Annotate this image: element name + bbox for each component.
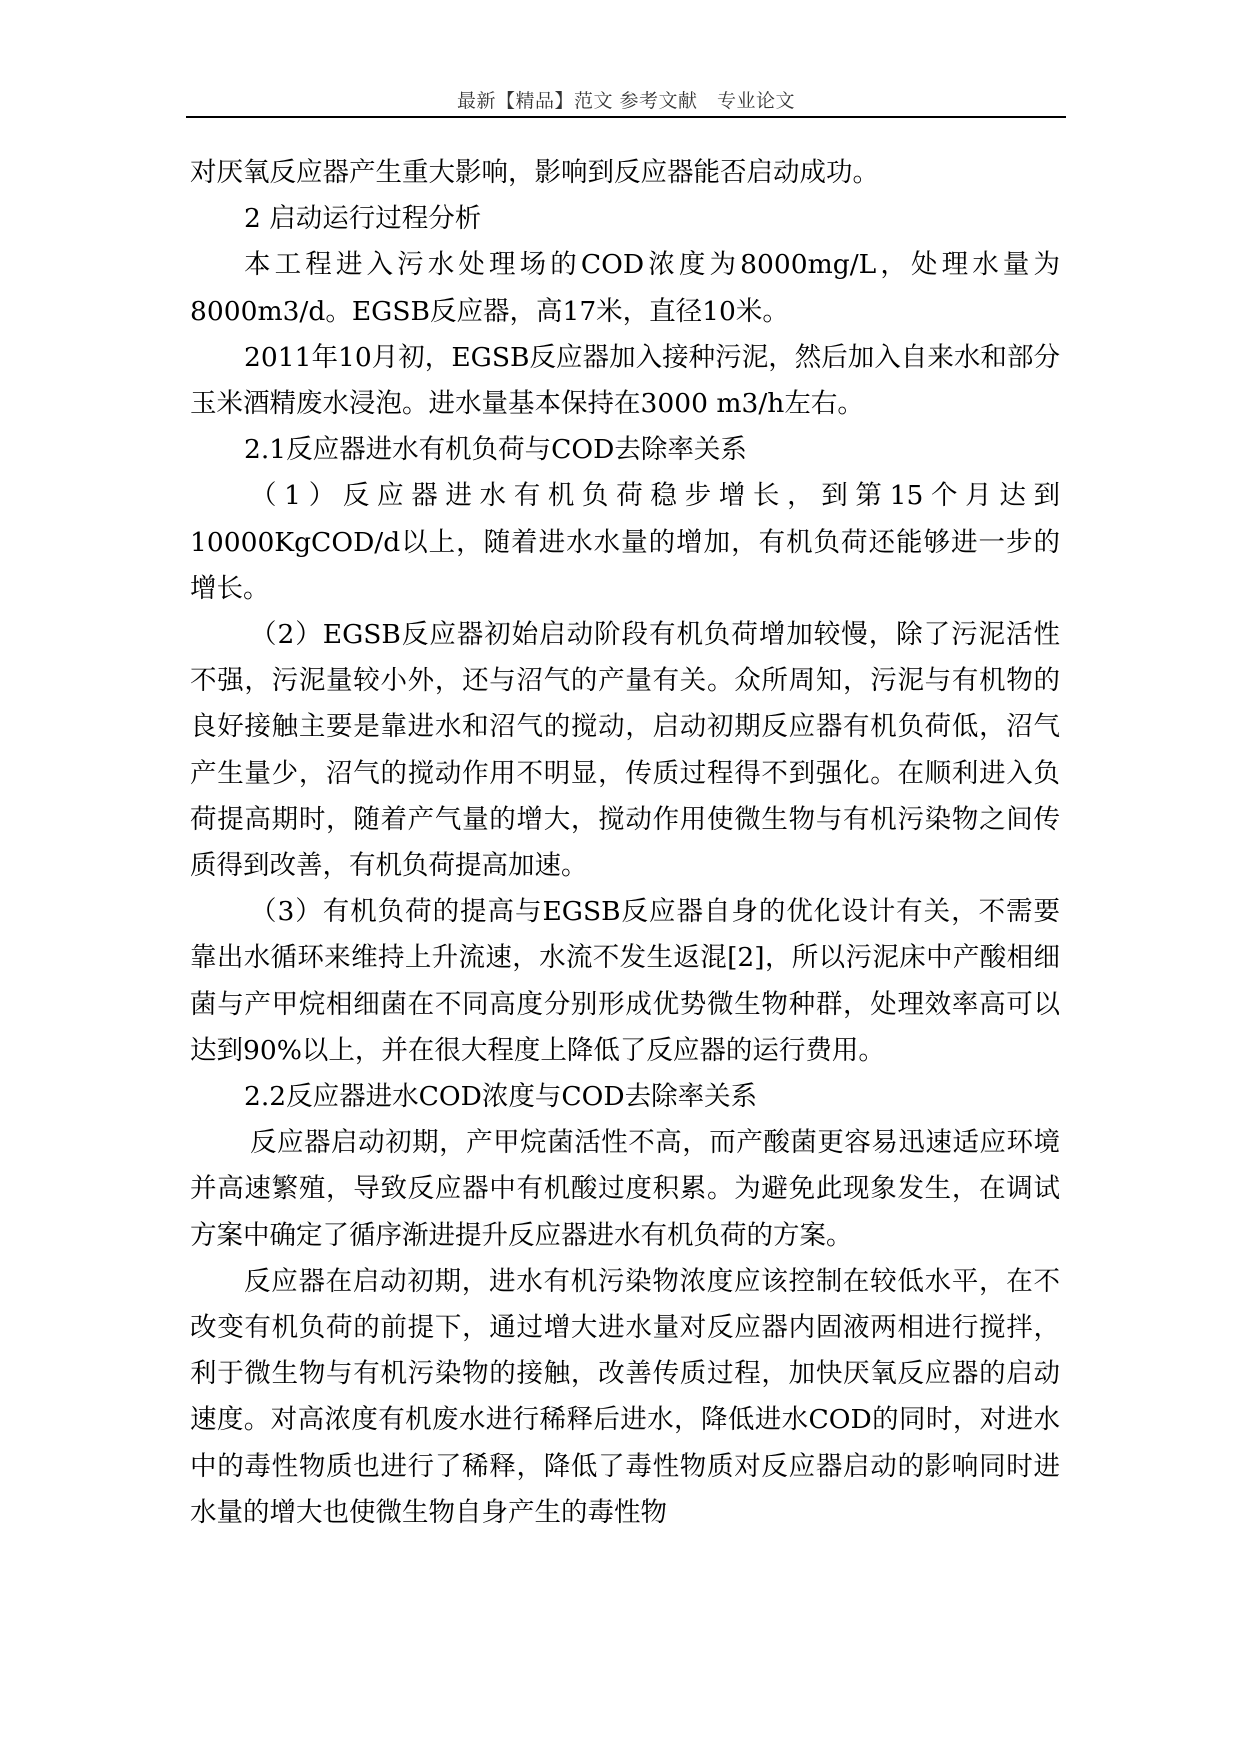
paragraph-dilution: 反应器在启动初期，进水有机污染物浓度应该控制在较低水平，在不改变有机负荷的前提下，通过增大进水量对反应器内固液两相进行搅拌，利于微生物与有机污染物的接触，改善传质过程，加快厌氧反应器的启动速度。对高浓度有机废水进行稀释后进水，降低进水COD的同时，对进水中的毒性物质也进行了稀释，降低了毒性物质对反应器启动的影响同时进水量的增大也使微生物自身产生的毒性物 bbox=[190, 1265, 1060, 1528]
paragraph-startup-date: 2011年10月初，EGSB反应器加入接种污泥，然后加入自来水和部分玉米酒精废水浸泡。进水量基本保持在3000 m3/h左右。 bbox=[190, 341, 1060, 420]
paragraph-startup-phase: 反应器启动初期，产甲烷菌活性不高，而产酸菌更容易迅速适应环境并高速繁殖，导致反应器中有机酸过度积累。为避免此现象发生，在调试方案中确定了循序渐进提升反应器进水有机负荷的方案。 bbox=[190, 1127, 1060, 1251]
document-body bbox=[190, 150, 1060, 1536]
paragraph-item-1: （1）反应器进水有机负荷稳步增长，到第15个月达到10000KgCOD/d以上，随着进水水量的增加，有机负荷还能够进一步的增长。 bbox=[190, 480, 1060, 604]
page-header: 最新【精品】范文 参考文献 专业论文 bbox=[456, 90, 796, 112]
section-heading-2-1: 2.1反应器进水有机负荷与COD去除率关系 bbox=[244, 434, 747, 466]
paragraph-item-2: （2）EGSB反应器初始启动阶段有机负荷增加较慢，除了污泥活性不强，污泥量较小外，还与沼气的产量有关。众所周知，污泥与有机物的良好接触主要是靠进水和沼气的搅动，启动初期反应器有机负荷低，沼气产生量少，沼气的搅动作用不明显，传质过程得不到强化。在顺利进入负荷提高期时，随着产气量的增大，搅动作用使微生物与有机污染物之间传质得到改善，有机负荷提高加速。 bbox=[190, 619, 1060, 882]
paragraph-continued: 对厌氧反应器产生重大影响，影响到反应器能否启动成功。 bbox=[190, 157, 879, 188]
section-heading-2-2: 2.2反应器进水COD浓度与COD去除率关系 bbox=[244, 1081, 758, 1113]
paragraph-project-overview: 本工程进入污水处理场的COD浓度为8000mg/L，处理水量为8000m3/d。EGSB反应器，高17米，直径10米。 bbox=[190, 249, 1060, 327]
section-heading-2: 2 启动运行过程分析 bbox=[244, 203, 482, 235]
paragraph-item-3: （3）有机负荷的提高与EGSB反应器自身的优化设计有关，不需要靠出水循环来维持上升流速，水流不发生返混[2]，所以污泥床中产酸相细菌与产甲烷相细菌在不同高度分别形成优势微生物种群，处理效率高可以达到90%以上，并在很大程度上降低了反应器的运行费用。 bbox=[190, 896, 1060, 1066]
header-rule bbox=[186, 116, 1066, 118]
